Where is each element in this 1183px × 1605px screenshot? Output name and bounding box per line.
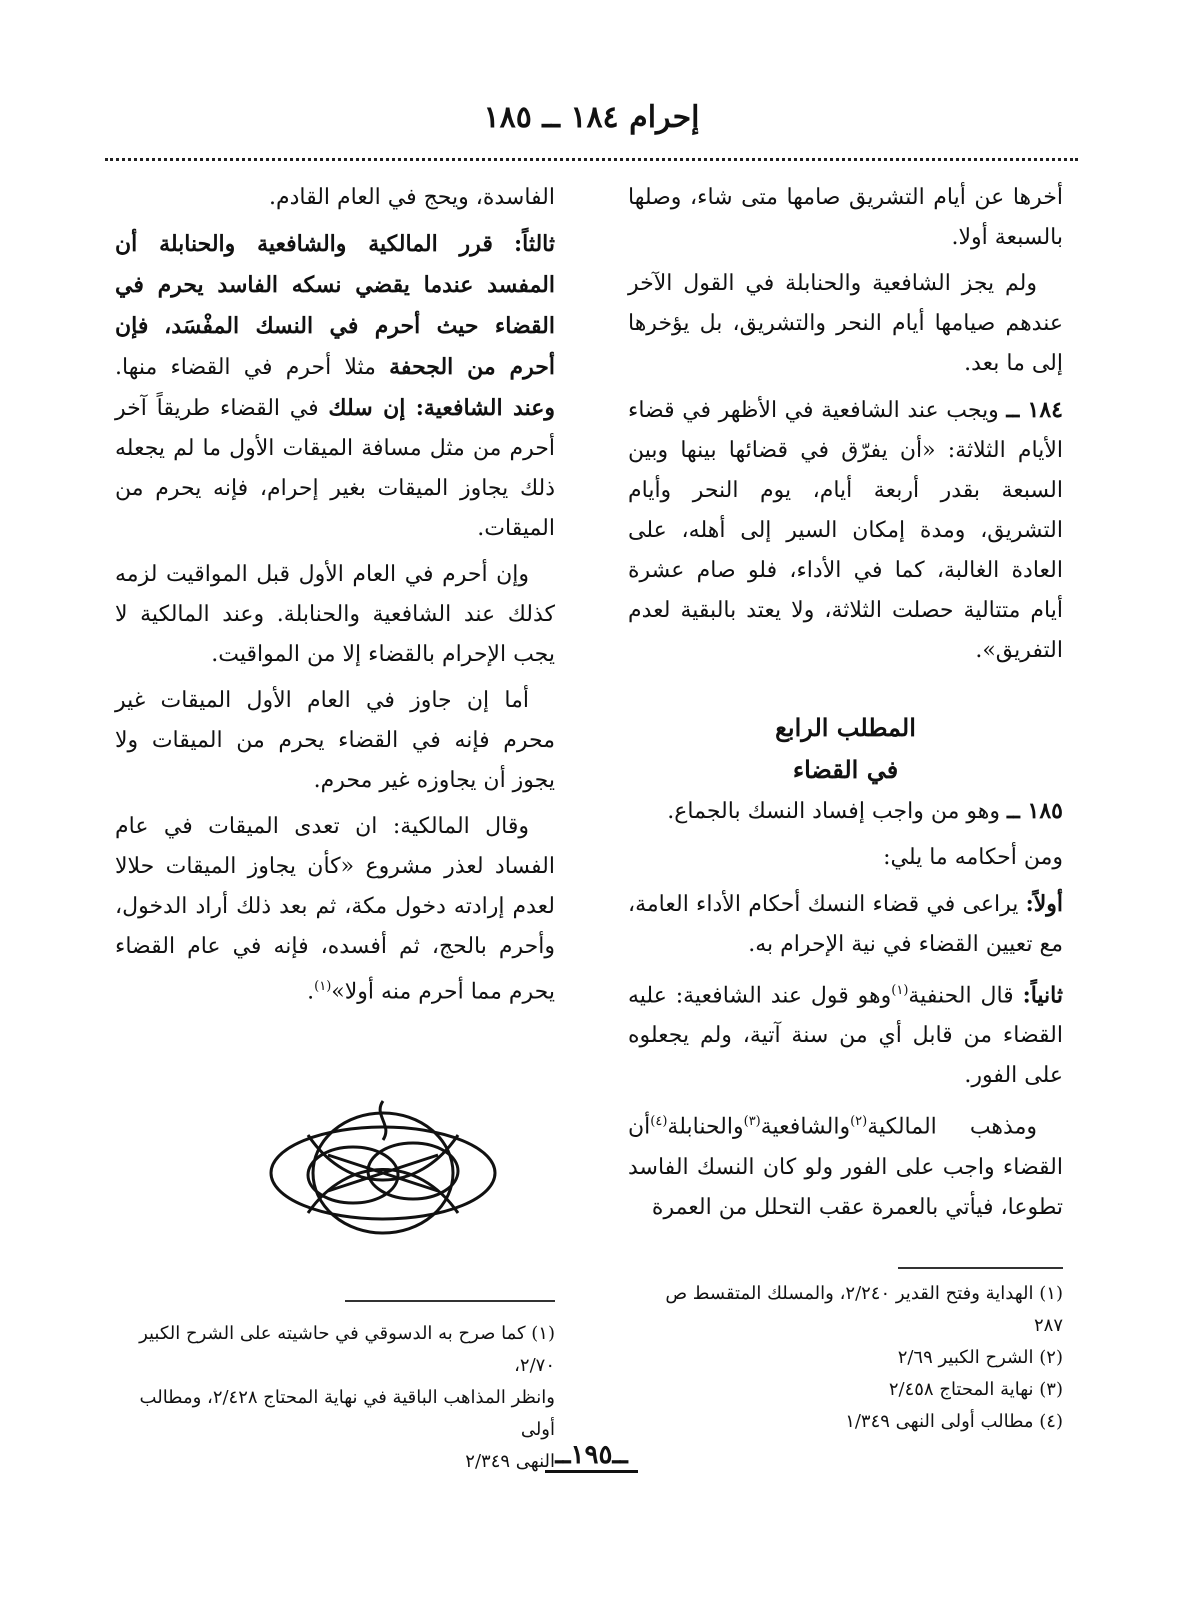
section-number: ١٨٤ ــ [1006,397,1063,423]
paragraph: ثالثاً: قرر المالكية والشافعية والحنابلة أن المفسد عندما يقضي نسكه الفاسد يحرم في القضاء حيث أحرم في النسك المفْسَد، فإن أحرم من الجحفة مثلا أحرم في القضاء منها. وعند الشافعية: إن سلك في القضاء طريقاً آخر أحرم من مثل مسافة الميقات الأول ما لم يجعله ذلك يجاوز الميقات بغير إحرام، فإنه يحرم من الميقات. [115,231,555,541]
footnote: وانظر المذاهب الباقية في نهاية المحتاج ٢/٤٢٨، ومطالب أولى [139,1387,555,1440]
footnotes-right [633,1278,1063,1438]
footnote: (٢) الشرح الكبير ٢/٦٩ [897,1347,1063,1368]
footnote: النهى ٢/٣٤٩ [465,1451,555,1472]
page-number: ــ١٩٥ــ [545,1440,637,1473]
paragraph: أخرها عن أيام التشريق صامها متى شاء، وصلها بالسبعة أولا. [628,185,1063,250]
paragraph: وقال المالكية: ان تعدى الميقات في عام الفساد لعذر مشروع «كأن يجاوز الميقات حلالا لعدم إرادته دخول مكة، ثم بعد ذلك أراد الدخول، وأحرم بالحج، ثم أفسده، فإنه في عام القضاء يحرم مما أحرم منه أولا»$^{(١)}$. [115,814,555,1005]
footnote: (١) الهداية وفتح القدير ٢/٢٤٠، والمسلك المتقسط ص ٢٨٧ [665,1283,1063,1336]
footnote-divider [898,1267,1063,1269]
header-dotted-divider [105,158,1078,161]
paragraph: أولاً: يراعى في قضاء النسك أحكام الأداء العامة، مع تعيين القضاء في نية الإحرام به. [628,891,1063,957]
section-number: ١٨٥ ــ [1006,798,1063,824]
footnote-ref[interactable]: (١) [891,983,909,998]
footnote: (٤) مطالب أولى النهى ١/٣٤٩ [845,1411,1063,1432]
left-column [115,178,555,1018]
footnote-ref[interactable]: (١) [314,979,332,994]
footnote-ref[interactable]: (٣) [743,1114,761,1130]
paragraph: أما إن جاوز في العام الأول الميقات غير محرم فإنه في القضاء يحرم من الميقات ولا يجوز أن يجاوزه غير محرم. [115,688,555,793]
right-column [628,178,1063,1234]
paragraph: ولم يجز الشافعية والحنابلة في القول الآخر عندهم صيامها أيام النحر والتشريق، بل يؤخرها إلى ما بعد. [628,271,1063,376]
calligraphic-ornament-icon [248,1095,518,1245]
page-header [0,100,1183,135]
paragraph: ومن أحكامه ما يلي: [883,845,1063,870]
footnote: (١) كما صرح به الدسوقي في حاشيته على الشرح الكبير ٢/٧٠، [139,1323,555,1376]
footnote-divider [345,1300,555,1302]
footnote: (٣) نهاية المحتاج ٢/٤٥٨ [888,1379,1063,1400]
section-subheading: في القضاء [792,755,899,784]
footnote-ref[interactable]: (٤) [650,1114,668,1130]
footnote-ref[interactable]: (٢) [850,1114,868,1130]
paragraph: ثانياً: قال الحنفية$^{(١)}$وهو قول عند الشافعية: عليه القضاء من قابل أي من سنة آتية، ولم يجعلوه على الفور. [628,982,1064,1089]
paragraph: وإن أحرم في العام الأول قبل المواقيت لزمه كذلك عند الشافعية والحنابلة. وعند المالكية لا يجب الإحرام بالقضاء إلا من المواقيت. [115,562,555,667]
section-heading: المطلب الرابع [775,713,916,742]
paragraph-185: ١٨٥ ــ وهو من واجب إفساد النسك بالجماع. [667,798,1063,824]
paragraph: ومذهب المالكية$^{(٢)}$والشافعية$^{(٣)}$والحنابلة$^{(٤)}$أن القضاء واجب على الفور ولو كان النسك الفاسد تطوعا، فيأتي بالعمرة عقب التحلل من العمرة [628,1114,1063,1220]
header-title: إحرام ١٨٤ ــ ١٨٥ [483,100,700,135]
page-footer [0,1440,1183,1473]
paragraph: الفاسدة، ويحج في العام القادم. [268,185,555,210]
paragraph-184: ١٨٤ ــ ويجب عند الشافعية في الأظهر في قضاء الأيام الثلاثة: «أن يفرّق في قضائها بينها وبين السبعة بقدر أربعة أيام، يوم النحر وأيام التشريق، ومدة إمكان السير إلى أهله، على العادة الغالبة، كما في الأداء، فلو صام عشرة أيام متتالية حصلت الثلاثة، ولا يعتد بالبقية لعدم التفريق». [628,397,1063,663]
